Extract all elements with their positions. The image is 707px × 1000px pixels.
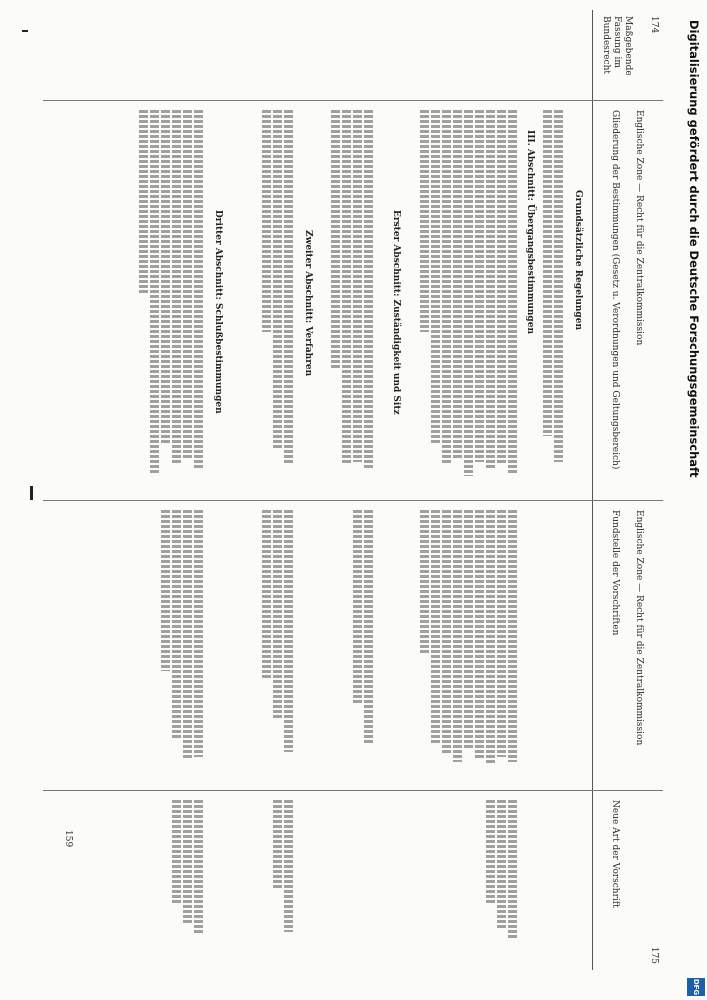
section-heading: Dritter Abschnitt: Schlußbestimmungen (213, 210, 223, 414)
text-block (484, 800, 517, 950)
page-number-right: 175 (649, 946, 659, 964)
footer-page-number: 159 (63, 830, 73, 848)
rotated-table (43, 10, 663, 970)
digitization-footer: Digitalisierung gefördert durch die Deutsche Forschungsgemeinschaft (687, 20, 701, 478)
column-divider (43, 100, 663, 101)
text-block (541, 110, 563, 480)
dfg-logo: DFG (687, 978, 705, 996)
table-header (592, 10, 663, 970)
header-title-left: Englische Zone — Recht für die Zentralkommission (634, 110, 644, 346)
column-divider (43, 790, 663, 791)
col-header-2: Gliederung der Bestimmungen (Gesetz u. Verordnungen und Geltungsbereich) (610, 110, 620, 470)
col-header-1: Maßgebende Fassung im Bundesrecht (601, 16, 633, 76)
col-header-3: Fundstelle der Vorschriften (610, 510, 620, 636)
scan-mark (30, 486, 33, 500)
text-block (418, 110, 517, 480)
page-number: 174 (649, 16, 659, 34)
header-title-right: Englische Zone — Recht für die Zentralkommission (634, 510, 644, 746)
text-block (418, 510, 517, 770)
text-block (329, 110, 373, 480)
section-heading: Zweiter Abschnitt: Verfahren (303, 230, 313, 377)
text-block (271, 800, 293, 950)
section-heading: III. Abschnitt: Übergangsbestimmungen (525, 130, 535, 334)
col-header-4: Neue Art der Vorschrift (610, 800, 620, 908)
text-block (260, 110, 293, 480)
column-divider (43, 500, 663, 501)
text-block (351, 510, 373, 770)
text-block (137, 110, 203, 480)
text-block (260, 510, 293, 770)
text-block (159, 510, 203, 770)
section-heading: Erster Abschnitt: Zuständigkeit und Sitz (391, 210, 401, 415)
scan-mark (22, 30, 28, 32)
section-heading: Grundsätzliche Regelungen (573, 190, 583, 330)
text-block (170, 800, 203, 950)
